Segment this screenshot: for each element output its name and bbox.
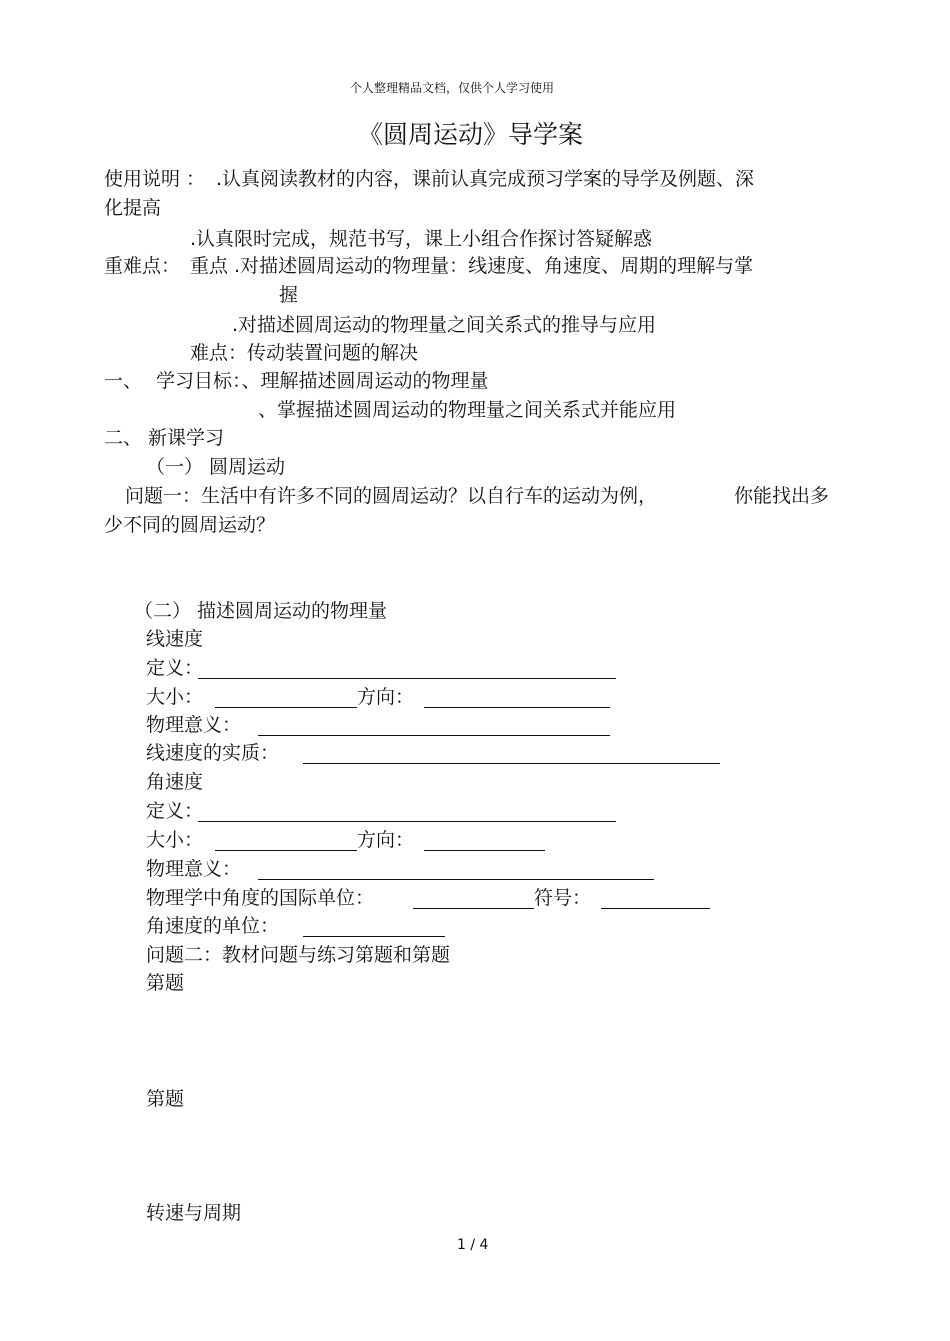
- angular-velocity-heading: 角速度: [146, 771, 204, 793]
- usage-item-1a: .认真阅读教材的内容，课前认真完成预习学案的导学及例题、深: [216, 168, 755, 190]
- lv-magnitude-blank[interactable]: [215, 687, 357, 708]
- av-unit-blank[interactable]: [303, 916, 445, 937]
- lv-definition-label: 定义：: [146, 657, 204, 679]
- lv-meaning-blank[interactable]: [258, 715, 610, 736]
- subsection-1: （一） 圆周运动: [146, 456, 286, 478]
- subsection-2: （二） 描述圆周运动的物理量: [134, 600, 388, 622]
- av-meaning-label: 物理意义：: [146, 858, 242, 880]
- section2-heading: 二、 新课学习: [104, 427, 225, 449]
- usage-label: 使用说明 ：: [104, 168, 206, 190]
- av-magnitude-blank[interactable]: [215, 830, 357, 851]
- key-points-label: 重难点：: [104, 255, 181, 277]
- av-si-unit-blank[interactable]: [413, 888, 534, 909]
- av-direction-blank[interactable]: [424, 830, 545, 851]
- lv-essence-blank[interactable]: [303, 743, 720, 764]
- av-symbol-blank[interactable]: [601, 888, 710, 909]
- question2-item-a: 第题: [146, 972, 185, 994]
- page-number: 1 / 4: [457, 1237, 489, 1253]
- page-title: 《圆周运动》导学案: [358, 120, 584, 149]
- header-note: 个人整理精品文档，仅供个人学习使用: [350, 81, 555, 95]
- lv-magnitude-label: 大小：: [146, 686, 204, 708]
- learning-goal-1: 学习目标：、理解描述圆周运动的物理量: [156, 370, 489, 392]
- section1-number: 一、: [104, 370, 143, 392]
- av-unit-label: 角速度的单位：: [146, 915, 280, 937]
- rotation-heading: 转速与周期: [146, 1202, 242, 1224]
- lv-definition-blank[interactable]: [198, 658, 616, 679]
- question2-text: 问题二：教材问题与练习第题和第题: [146, 944, 451, 966]
- focus-1a: 重点 .对描述圆周运动的物理量：线速度、角速度、周期的理解与掌: [190, 255, 754, 277]
- question2-item-b: 第题: [146, 1088, 185, 1110]
- linear-velocity-heading: 线速度: [146, 628, 204, 650]
- question1-part-c: 少不同的圆周运动？: [104, 514, 276, 536]
- av-si-unit-label: 物理学中角度的国际单位：: [146, 887, 375, 909]
- av-symbol-label: 符号：: [534, 887, 592, 909]
- usage-item-1b: 化提高: [104, 197, 162, 219]
- av-meaning-blank[interactable]: [258, 859, 654, 880]
- lv-direction-blank[interactable]: [424, 687, 610, 708]
- usage-item-2: .认真限时完成，规范书写，课上小组合作探讨答疑解惑: [190, 228, 653, 250]
- av-definition-label: 定义：: [146, 800, 204, 822]
- lv-meaning-label: 物理意义：: [146, 714, 242, 736]
- lv-direction-label: 方向：: [357, 686, 415, 708]
- question1-part-a: 问题一：生活中有许多不同的圆周运动？以自行车的运动为例，: [125, 485, 658, 507]
- av-magnitude-label: 大小：: [146, 829, 204, 851]
- av-direction-label: 方向：: [357, 829, 415, 851]
- learning-goal-2: 、掌握描述圆周运动的物理量之间关系式并能应用: [258, 399, 677, 421]
- question1-part-b: 你能找出多: [734, 485, 830, 507]
- av-definition-blank[interactable]: [198, 801, 616, 822]
- focus-2: .对描述圆周运动的物理量之间关系式的推导与应用: [232, 314, 657, 336]
- difficulty: 难点：传动装置问题的解决: [190, 342, 419, 364]
- lv-essence-label: 线速度的实质：: [146, 742, 280, 764]
- focus-1b: 握: [279, 284, 299, 306]
